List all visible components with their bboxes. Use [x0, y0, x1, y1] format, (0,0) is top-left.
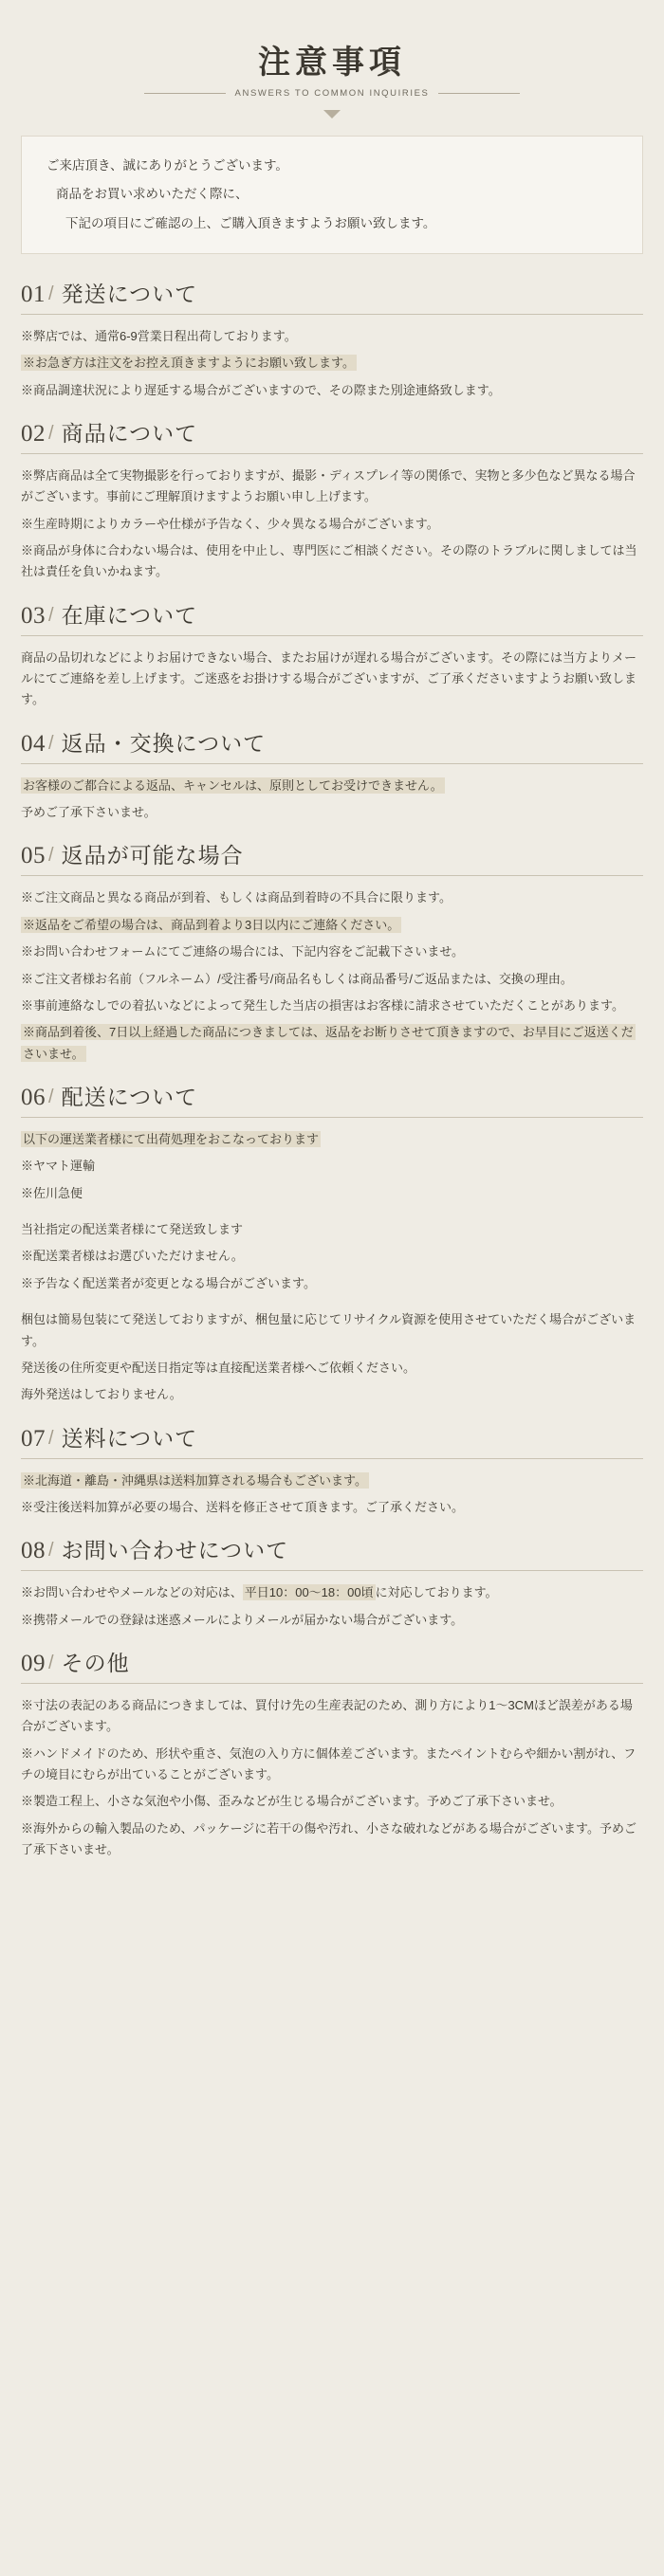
section-body: [21, 326, 643, 401]
section-paragraph: 海外発送はしておりません。: [21, 1387, 182, 1402]
highlighted-text: ※商品到着後、7日以上経過した商品につきましては、返品をお断りさせて頂きますので、お早目にご返送くださいませ。: [23, 1025, 634, 1061]
section-paragraph: ※商品調達状況により遅延する場合がございますので、その際また別途連絡致します。: [21, 382, 501, 397]
intro-line-2: 商品をお買い求めいただく際に、: [56, 187, 249, 202]
section-slash: /: [48, 1653, 54, 1674]
highlighted-text: 以下の運送業者様にて出荷処理をおこなっております: [23, 1131, 320, 1146]
section-title: お問い合わせについて: [61, 1539, 289, 1563]
section-paragraph: ※商品が身体に合わない場合は、使用を中止し、専門医にご相談ください。その際のトラブルに関しましては当社は責任を負いかねます。: [21, 542, 637, 579]
section-paragraph: ※事前連絡なしでの着払いなどによって発生した当店の損害はお客様に請求させていただくことがあります。: [21, 997, 624, 1013]
section-slash: /: [48, 1427, 54, 1449]
section-paragraph: [21, 915, 643, 936]
section-slash: /: [48, 1540, 54, 1562]
section-number: 05: [21, 843, 46, 869]
section-body: [21, 887, 643, 1065]
section-paragraph: [21, 1471, 643, 1491]
down-arrow-icon: [323, 110, 341, 119]
section-number: 09: [21, 1651, 46, 1677]
section-paragraph: ※お問い合わせやメールなどの対応は、 平日10：00～18：00頃 に対応しております。: [21, 1585, 498, 1600]
section-body: [21, 776, 643, 824]
section-paragraph: ※生産時期によりカラーや仕様が予告なく、少々異なる場合がございます。: [21, 516, 439, 531]
section-heading: [21, 1539, 643, 1571]
section-paragraph: ※ヤマト運輸: [21, 1159, 96, 1174]
highlighted-text: 平日10：00～18：00頃: [244, 1585, 374, 1600]
section-title: 発送について: [61, 282, 198, 306]
rule-right: [438, 93, 520, 94]
section-paragraph: ※携帯メールでの登録は迷惑メールによりメールが届かない場合がございます。: [21, 1612, 464, 1627]
section-paragraph: ※製造工程上、小さな気泡や小傷、歪みなどが生じる場合がございます。予めご了承下さいませ。: [21, 1794, 563, 1809]
section-paragraph: ※寸法の表記のある商品につきましては、買付け先の生産表記のため、測り方により1～3CMほど誤差がある場合がございます。: [21, 1698, 633, 1734]
section-title: 商品について: [61, 421, 198, 446]
section-slash: /: [48, 845, 54, 867]
section-08: [21, 1539, 643, 1631]
section-paragraph: ※配送業者様はお選びいただけません。: [21, 1249, 244, 1264]
section-heading: [21, 283, 643, 315]
section-title: 在庫について: [61, 603, 198, 628]
section-02: [21, 422, 643, 583]
section-heading: [21, 844, 643, 876]
page-subtitle: ANSWERS TO COMMON INQUIRIES: [234, 88, 430, 99]
section-number: 03: [21, 602, 46, 629]
page-header: [0, 0, 664, 119]
section-heading: [21, 422, 643, 454]
intro-box: [21, 136, 643, 254]
rule-left: [144, 93, 226, 94]
section-paragraph: 梱包は簡易包装にて発送しておりますが、梱包量に応じてリサイクル資源を使用させていただく場合がございます。: [21, 1312, 636, 1348]
section-05: [21, 844, 643, 1065]
section-paragraph: ※海外からの輸入製品のため、パッケージに若干の傷や汚れ、小さな破れなどがある場合がございます。予めご了承下さいませ。: [21, 1820, 636, 1857]
section-paragraph: [21, 1129, 643, 1150]
section-paragraph: [21, 776, 643, 796]
intro-line-1: ご来店頂き、誠にありがとうございます。: [46, 158, 288, 173]
section-paragraph: ※弊店商品は全て実物撮影を行っておりますが、撮影・ディスプレイ等の関係で、実物と多少色など異なる場合がございます。事前にご理解頂けますようお願い申し上げます。: [21, 467, 636, 504]
section-number: 04: [21, 730, 46, 757]
highlighted-text: ※返品をご希望の場合は、商品到着より3日以内にご連絡ください。: [23, 917, 400, 932]
section-number: 08: [21, 1538, 46, 1564]
sections-container: [0, 254, 664, 1861]
section-paragraph: ※ハンドメイドのため、形状や重さ、気泡の入り方に個体差ございます。またペイントむらや細かい割がれ、フチの境目にむらが出ていることがございます。: [21, 1745, 636, 1782]
section-number: 07: [21, 1425, 46, 1452]
section-body: [21, 1695, 643, 1861]
section-paragraph: ※受注後送料加算が必要の場合、送料を修正させて頂きます。ご了承ください。: [21, 1499, 464, 1514]
highlighted-text: ※お急ぎ方は注文をお控え頂きますようにお願い致します。: [23, 356, 355, 371]
section-paragraph: ※予告なく配送業者が変更となる場合がございます。: [21, 1275, 316, 1290]
section-title: 返品が可能な場合: [61, 844, 244, 868]
section-paragraph: [21, 1022, 643, 1065]
section-paragraph: ※佐川急便: [21, 1185, 83, 1200]
section-title: その他: [61, 1652, 130, 1676]
section-paragraph: ※ご注文商品と異なる商品が到着、もしくは商品到着時の不具合に限ります。: [21, 890, 452, 905]
section-06: [21, 1086, 643, 1406]
section-slash: /: [48, 604, 54, 626]
section-paragraph: ※お問い合わせフォームにてご連絡の場合には、下記内容をご記載下さいませ。: [21, 944, 464, 959]
section-paragraph: 予めご了承下さいませ。: [21, 805, 157, 820]
section-paragraph: 当社指定の配送業者様にて発送致します: [21, 1222, 244, 1237]
highlighted-text: お客様のご都合による返品、キャンセルは、原則としてお受けできません。: [23, 777, 443, 793]
section-03: [21, 604, 643, 711]
section-paragraph: [21, 353, 643, 374]
section-heading: [21, 1652, 643, 1684]
section-body: [21, 1582, 643, 1631]
section-slash: /: [48, 1086, 54, 1107]
section-number: 02: [21, 420, 46, 447]
page-subtitle-row: [0, 88, 664, 99]
section-heading: [21, 1427, 643, 1459]
section-slash: /: [48, 422, 54, 444]
section-title: 送料について: [61, 1426, 198, 1451]
section-heading: [21, 1086, 643, 1118]
section-09: [21, 1652, 643, 1861]
section-heading: [21, 604, 643, 636]
section-title: 返品・交換について: [61, 731, 267, 756]
section-01: [21, 283, 643, 401]
section-paragraph: ※ご注文者様お名前（フルネーム）/受注番号/商品名もしくは商品番号/ご返品または、交換の理由。: [21, 971, 573, 986]
section-paragraph: ※弊店では、通常6-9営業日程出荷しております。: [21, 328, 297, 343]
section-paragraph: 発送後の住所変更や配送日指定等は直接配送業者様へご依頼ください。: [21, 1360, 416, 1375]
intro-line-3: 下記の項目にご確認の上、ご購入頂きますようお願い致します。: [65, 215, 436, 230]
section-heading: [21, 732, 643, 764]
page-title: 注意事項: [258, 46, 406, 81]
section-slash: /: [48, 283, 54, 304]
section-slash: /: [48, 732, 54, 754]
section-04: [21, 732, 643, 824]
section-number: 06: [21, 1084, 46, 1110]
section-title: 配送について: [61, 1085, 198, 1109]
section-body: [21, 1471, 643, 1519]
section-body: [21, 648, 643, 711]
section-paragraph: 商品の品切れなどによりお届けできない場合、またお届けが遅れる場合がございます。その際には当方よりメールにてご連絡を差し上げます。ご迷惑をお掛けする場合がございますが、ご了承くださいますようお願い致します。: [21, 649, 636, 707]
section-body: [21, 1129, 643, 1406]
section-07: [21, 1427, 643, 1519]
section-number: 01: [21, 281, 46, 307]
section-body: [21, 466, 643, 583]
highlighted-text: ※北海道・離島・沖縄県は送料加算される場合もございます。: [23, 1472, 367, 1488]
